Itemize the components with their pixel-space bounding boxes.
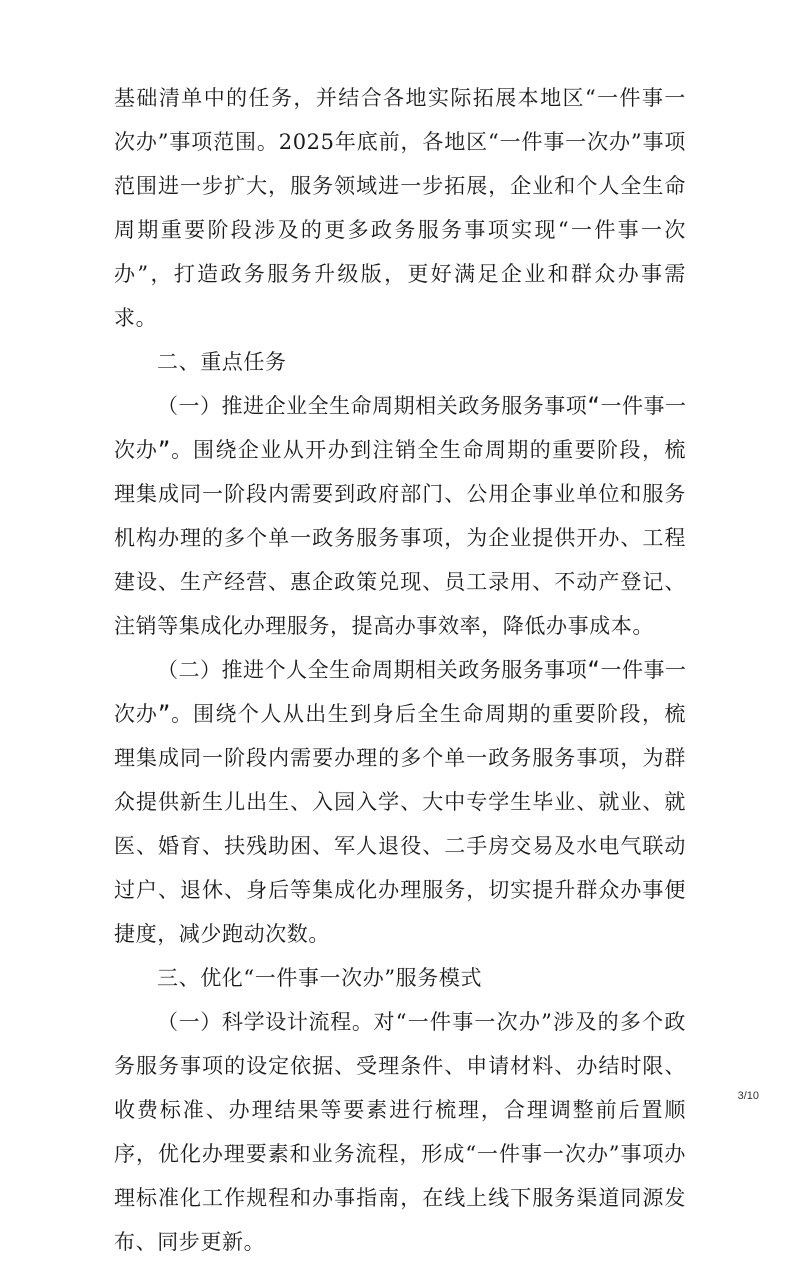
subheading-process: （一）科学设计流程。 <box>157 1010 374 1034</box>
subheading-enterprise: （一）推进企业全生命周期相关政务服务事项“一件事一次办”。 <box>114 394 686 462</box>
section-heading-3 <box>114 956 686 1000</box>
paragraph-process-text: 对“一件事一次办”涉及的多个政务服务事项的设定依据、受理条件、申请材料、办结时限、收费标准、办理结果等要素进行梳理，合理调整前后置顺序，优化办理要素和业务流程，形成“一件事一次办”事项办理标准化工作规程和办事指南，在线上线下服务渠道同源发布、同步更新。 <box>114 1010 686 1254</box>
document-body <box>114 76 686 1264</box>
paragraph-individual <box>114 648 686 956</box>
paragraph-1-text: 基础清单中的任务，并结合各地实际拓展本地区“一件事一次办”事项范围。2025年底前，各地区“一件事一次办”事项范围进一步扩大，服务领域进一步拓展，企业和个人全生命周期重要阶段涉及的更多政务服务事项实现“一件事一次办”，打造政务服务升级版，更好满足企业和群众办事需求。 <box>114 86 686 330</box>
paragraph-1 <box>114 76 686 340</box>
paragraph-individual-text: 围绕个人从出生到身后全生命周期的重要阶段，梳理集成同一阶段内需要办理的多个单一政务服务事项，为群众提供新生儿出生、入园入学、大中专学生毕业、就业、就医、婚育、扶残助困、军人退役、二手房交易及水电气联动过户、退休、身后等集成化办理服务，切实提升群众办事便捷度，减少跑动次数。 <box>114 702 686 946</box>
subheading-individual: （二）推进个人全生命周期相关政务服务事项“一件事一次办”。 <box>114 658 686 726</box>
paragraph-enterprise <box>114 384 686 648</box>
section-heading-2-text: 二、重点任务 <box>157 350 287 374</box>
paragraph-process <box>114 1000 686 1264</box>
page-number: 3/10 <box>737 1090 759 1102</box>
paragraph-enterprise-text: 围绕企业从开办到注销全生命周期的重要阶段，梳理集成同一阶段内需要到政府部门、公用企事业单位和服务机构办理的多个单一政务服务事项，为企业提供开办、工程建设、生产经营、惠企政策兑现、员工录用、不动产登记、注销等集成化办理服务，提高办事效率，降低办事成本。 <box>114 438 686 638</box>
section-heading-2 <box>114 340 686 384</box>
section-heading-3-text: 三、优化“一件事一次办”服务模式 <box>157 966 483 990</box>
